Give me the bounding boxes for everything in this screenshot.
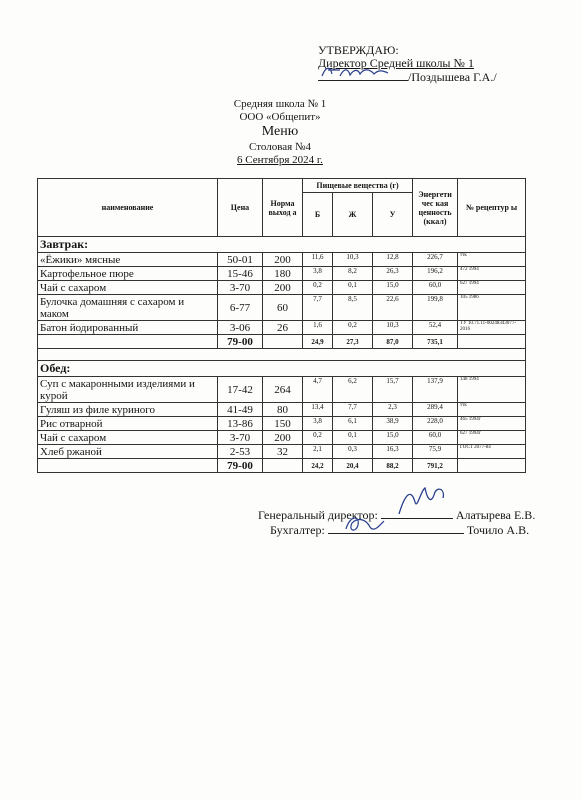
item-protein: 4,7 — [303, 377, 333, 403]
header-name: наименование — [38, 179, 218, 237]
item-recipe: 627 1994г — [458, 431, 526, 445]
approval-heading: УТВЕРЖДАЮ: — [318, 43, 399, 57]
item-price: 13-86 — [218, 417, 263, 431]
item-protein: 0,2 — [303, 431, 333, 445]
item-name: «Ёжики» мясные — [38, 253, 218, 267]
item-energy: 226,7 — [413, 253, 458, 267]
director-row — [258, 508, 535, 523]
item-price: 2-53 — [218, 445, 263, 459]
item-fat: 8,2 — [333, 267, 373, 281]
item-recipe: ГОСТ 2077-84 — [458, 445, 526, 459]
breakfast-total-u: 87,0 — [373, 335, 413, 349]
item-carbs: 38,9 — [373, 417, 413, 431]
total-name-cell — [38, 335, 218, 349]
item-fat: 6,2 — [333, 377, 373, 403]
breakfast-total-zh: 27,3 — [333, 335, 373, 349]
item-recipe: ТУ 10.71.11-00248343077-2016 — [458, 321, 526, 335]
item-protein: 3,8 — [303, 267, 333, 281]
menu-row — [38, 321, 526, 335]
item-protein: 1,6 — [303, 321, 333, 335]
item-recipe: 105 1986 — [458, 295, 526, 321]
lunch-total-price: 79-00 — [218, 459, 263, 473]
menu-row — [38, 253, 526, 267]
approval-block — [318, 44, 497, 84]
item-name: Батон йодированный — [38, 321, 218, 335]
item-energy: 228,0 — [413, 417, 458, 431]
item-name: Чай с сахаром — [38, 281, 218, 295]
item-price: 3-06 — [218, 321, 263, 335]
item-name: Гуляш из филе куриного — [38, 403, 218, 417]
accountant-label: Бухгалтер: — [270, 523, 325, 537]
signature-line — [318, 70, 408, 81]
item-protein: 3,8 — [303, 417, 333, 431]
item-norm: 80 — [263, 403, 303, 417]
item-carbs: 16,3 — [373, 445, 413, 459]
breakfast-total — [38, 335, 526, 377]
item-carbs: 2,3 — [373, 403, 413, 417]
header-zh: Ж — [333, 193, 373, 237]
lunch-label: Обед: — [38, 361, 526, 377]
item-name: Рис отварной — [38, 417, 218, 431]
item-recipe: 148 1994 — [458, 377, 526, 403]
total-recipe-cell — [458, 459, 526, 473]
header-u: У — [373, 193, 413, 237]
lunch-total-u: 88,2 — [373, 459, 413, 473]
lunch-total-b: 24,2 — [303, 459, 333, 473]
item-fat: 0,3 — [333, 445, 373, 459]
item-fat: 0,1 — [333, 281, 373, 295]
accountant-sign-line — [328, 523, 464, 534]
item-name: Картофельное пюре — [38, 267, 218, 281]
breakfast-total-price: 79-00 — [218, 335, 263, 349]
director-sign-line — [381, 508, 453, 519]
total-name-cell — [38, 459, 218, 473]
lunch-total-zh: 20,4 — [333, 459, 373, 473]
item-energy: 60,0 — [413, 281, 458, 295]
item-recipe: 627 1994 — [458, 281, 526, 295]
item-price: 17-42 — [218, 377, 263, 403]
item-recipe: ттк — [458, 403, 526, 417]
menu-row — [38, 295, 526, 321]
header-nutrients: Пищевые вещества (г) — [303, 179, 413, 193]
item-carbs: 12,8 — [373, 253, 413, 267]
item-norm: 200 — [263, 253, 303, 267]
item-price: 15-46 — [218, 267, 263, 281]
header-energy: Энергети чес кая ценность (ккал) — [413, 179, 458, 237]
item-price: 41-49 — [218, 403, 263, 417]
director-signature — [318, 64, 408, 80]
item-norm: 60 — [263, 295, 303, 321]
item-energy: 75,9 — [413, 445, 458, 459]
item-price: 3-70 — [218, 431, 263, 445]
accountant-signature — [340, 511, 390, 535]
item-carbs: 22,6 — [373, 295, 413, 321]
item-norm: 32 — [263, 445, 303, 459]
accountant-row — [270, 523, 529, 538]
item-name: Суп с макаронными изделиями и курой — [38, 377, 218, 403]
menu-row — [38, 445, 526, 459]
item-price: 50-01 — [218, 253, 263, 267]
item-carbs: 15,0 — [373, 431, 413, 445]
total-norm-cell — [263, 335, 303, 349]
item-fat: 0,2 — [333, 321, 373, 335]
menu-row — [38, 281, 526, 295]
approval-position: Директор Средней школы № 1 — [318, 56, 474, 70]
approval-signature-row — [318, 70, 497, 84]
lunch-total-energy: 791,2 — [413, 459, 458, 473]
approval-signatory: /Поздышева Г.А./ — [408, 70, 497, 84]
item-norm: 200 — [263, 431, 303, 445]
item-recipe: 465 1994г — [458, 417, 526, 431]
director-label: Генеральный директор: — [258, 508, 378, 522]
header-price: Цена — [218, 179, 263, 237]
accountant-name: Точило А.В. — [466, 523, 530, 537]
item-carbs: 15,7 — [373, 377, 413, 403]
item-protein: 13,4 — [303, 403, 333, 417]
item-fat: 7,7 — [333, 403, 373, 417]
breakfast-rows — [38, 253, 526, 335]
item-recipe: 472 1994 — [458, 267, 526, 281]
menu-row — [38, 417, 526, 431]
item-fat: 6,1 — [333, 417, 373, 431]
item-norm: 26 — [263, 321, 303, 335]
item-fat: 10,3 — [333, 253, 373, 267]
menu-row — [38, 431, 526, 445]
total-recipe-cell — [458, 335, 526, 349]
menu-row — [38, 377, 526, 403]
spacer-row — [38, 349, 526, 361]
item-price: 6-77 — [218, 295, 263, 321]
breakfast-total-b: 24,9 — [303, 335, 333, 349]
breakfast-total-energy: 735,1 — [413, 335, 458, 349]
item-energy: 137,9 — [413, 377, 458, 403]
lunch-total — [38, 459, 526, 473]
menu-row — [38, 267, 526, 281]
lunch-rows — [38, 377, 526, 459]
total-norm-cell — [263, 459, 303, 473]
company-name: ООО «Общепит» — [239, 111, 321, 123]
item-recipe: ттк — [458, 253, 526, 267]
item-energy: 60,0 — [413, 431, 458, 445]
item-name: Булочка домашняя с сахаром и маком — [38, 295, 218, 321]
menu-date: 6 Сентября 2024 г. — [237, 154, 323, 166]
gen-director-signature — [391, 484, 451, 518]
item-fat: 0,1 — [333, 431, 373, 445]
menu-table — [37, 178, 526, 473]
canteen-name: Столовая №4 — [249, 141, 311, 153]
item-carbs: 26,3 — [373, 267, 413, 281]
menu-title: Меню — [261, 124, 299, 139]
director-name: Алатырева Е.В. — [455, 508, 536, 522]
item-name: Чай с сахаром — [38, 431, 218, 445]
item-carbs: 15,0 — [373, 281, 413, 295]
item-norm: 150 — [263, 417, 303, 431]
header-norm: Норма выход а — [263, 179, 303, 237]
breakfast-label: Завтрак: — [38, 237, 526, 253]
item-protein: 0,2 — [303, 281, 333, 295]
item-carbs: 10,3 — [373, 321, 413, 335]
item-norm: 180 — [263, 267, 303, 281]
item-fat: 8,5 — [333, 295, 373, 321]
item-energy: 52,4 — [413, 321, 458, 335]
school-name: Средняя школа № 1 — [233, 98, 327, 110]
breakfast-section — [38, 237, 526, 253]
item-norm: 264 — [263, 377, 303, 403]
item-norm: 200 — [263, 281, 303, 295]
header-b: Б — [303, 193, 333, 237]
menu-row — [38, 403, 526, 417]
item-protein: 2,1 — [303, 445, 333, 459]
item-energy: 199,8 — [413, 295, 458, 321]
header-recipe: № рецептур ы — [458, 179, 526, 237]
item-price: 3-70 — [218, 281, 263, 295]
item-energy: 196,2 — [413, 267, 458, 281]
item-energy: 289,4 — [413, 403, 458, 417]
item-name: Хлеб ржаной — [38, 445, 218, 459]
item-protein: 7,7 — [303, 295, 333, 321]
item-protein: 11,6 — [303, 253, 333, 267]
